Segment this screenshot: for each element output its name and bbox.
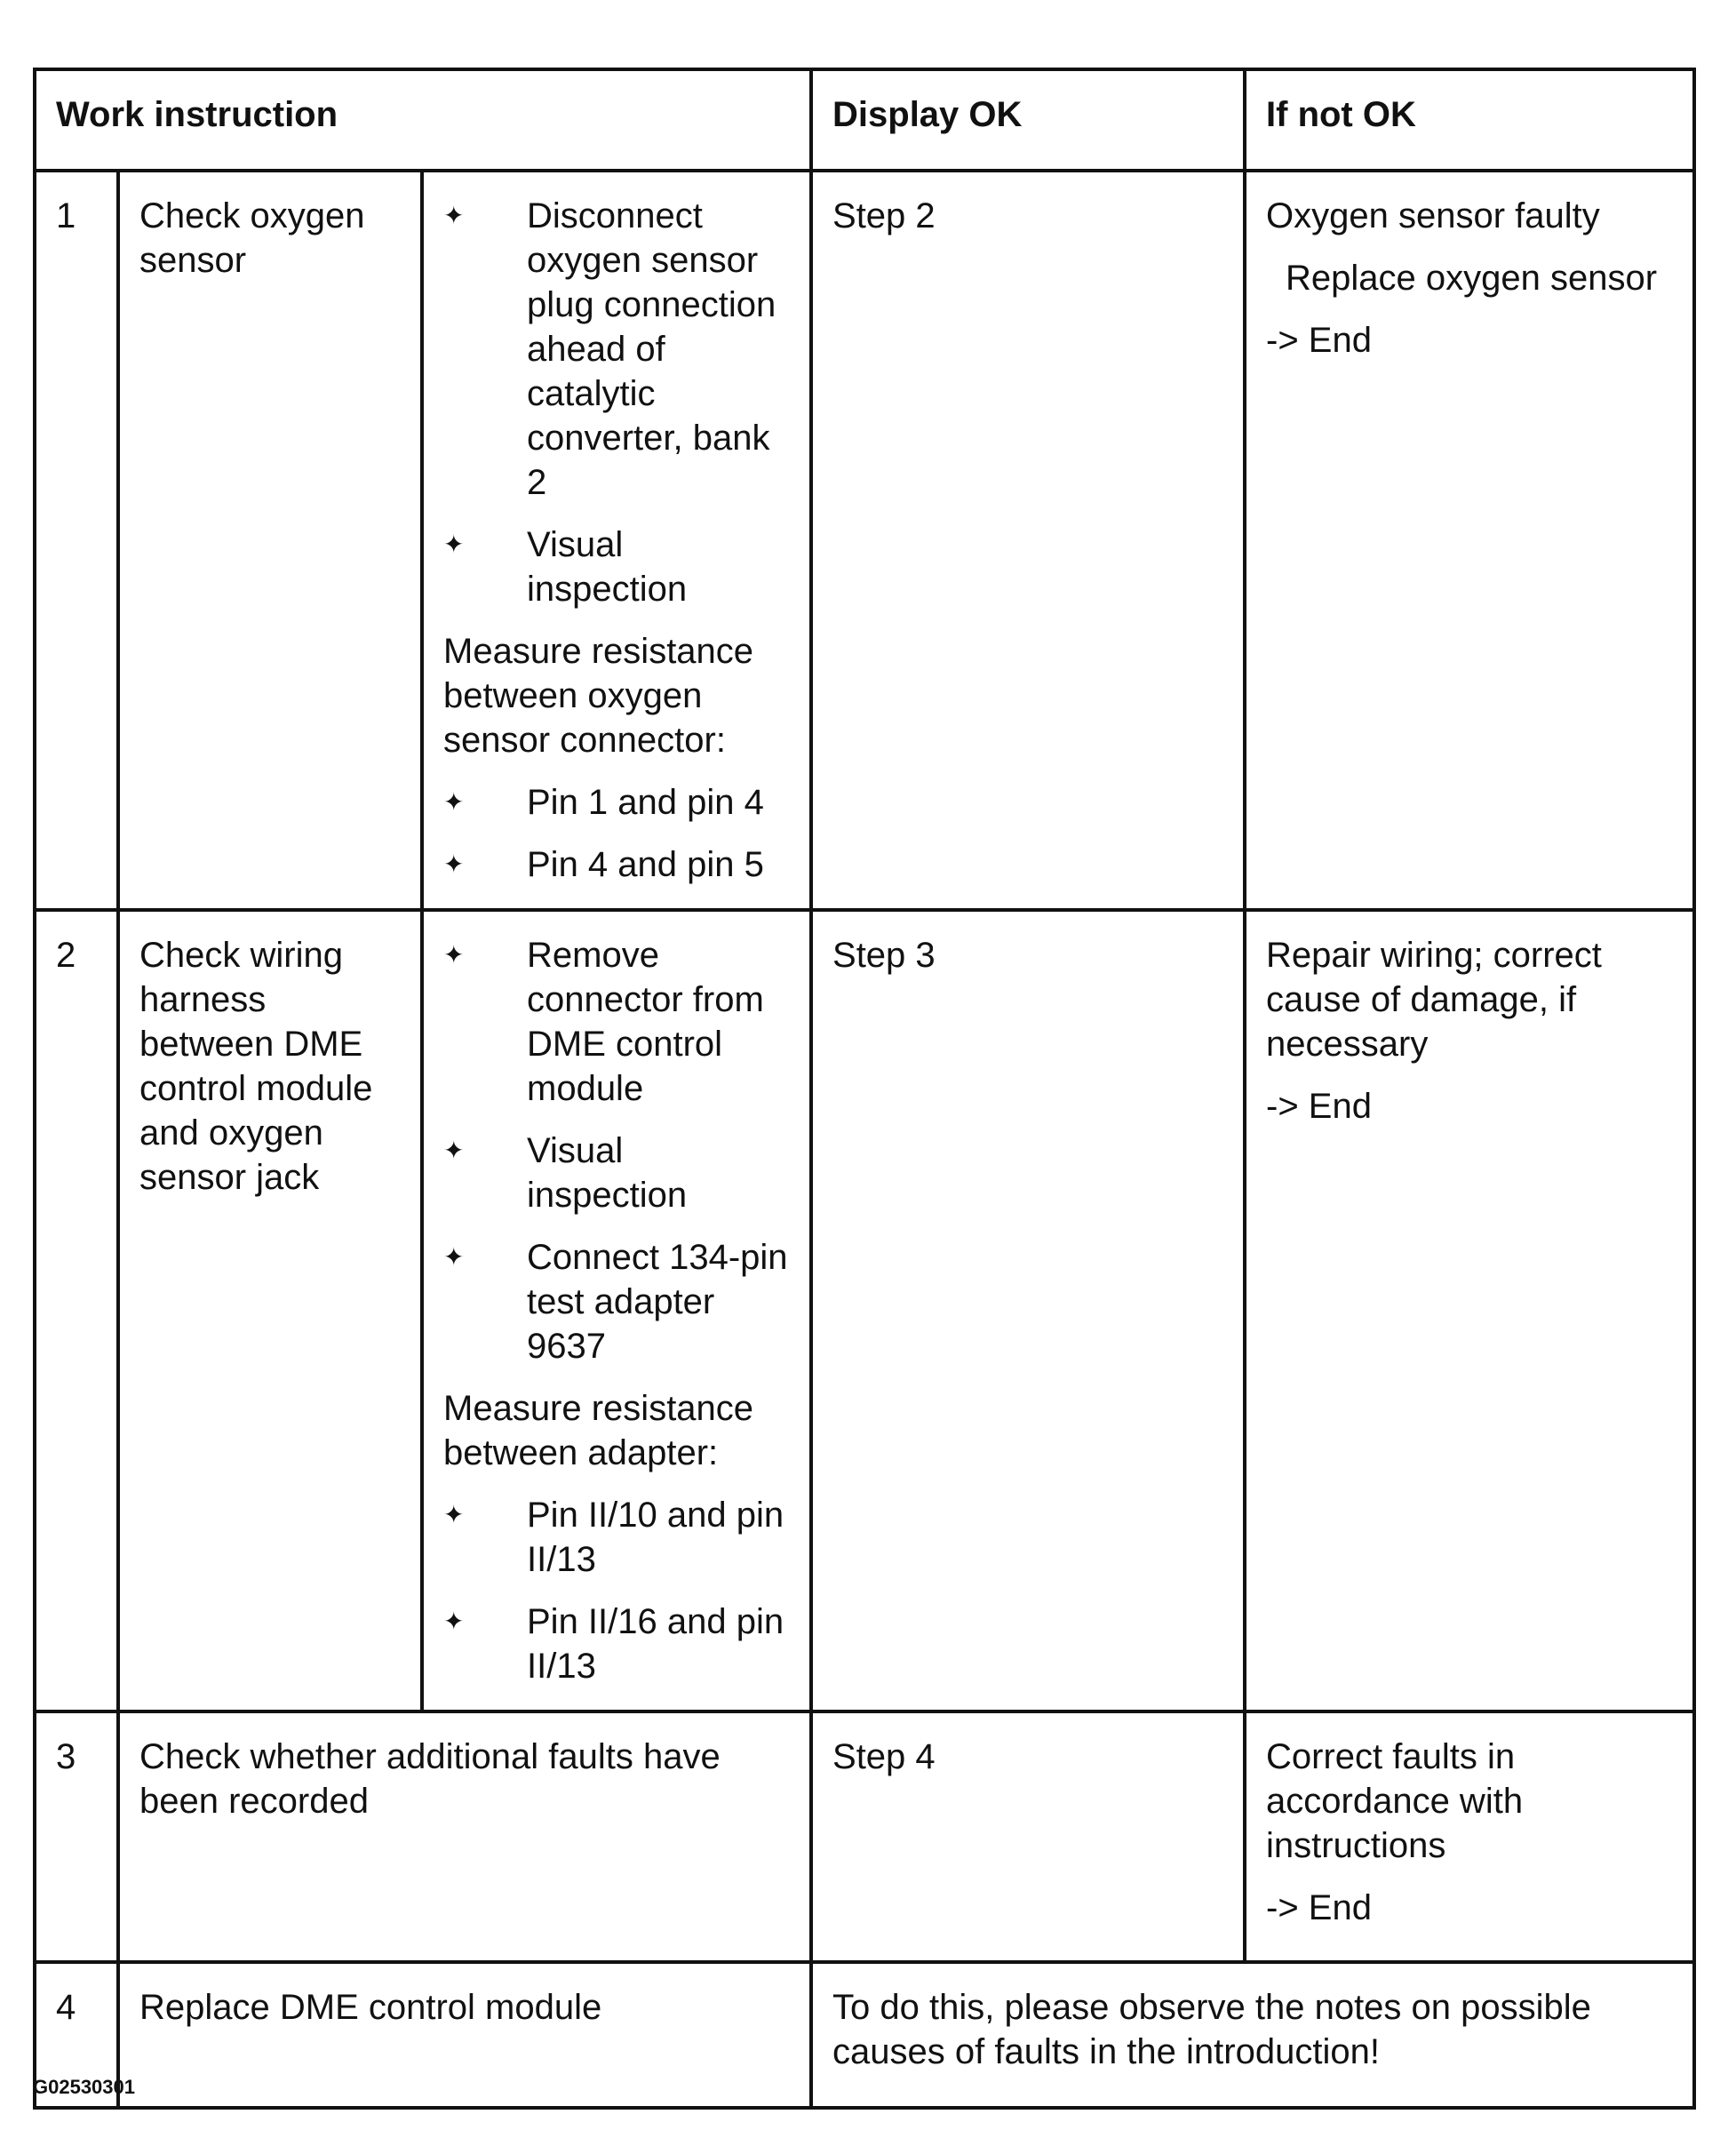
measure-instruction: Measure resistance between oxygen sensor connector: [443, 632, 754, 760]
table-row [35, 171, 1694, 910]
bullet-icon: ✦ [443, 1243, 465, 1271]
header-if-not-ok: If not OK [1245, 69, 1694, 171]
header-work-instruction: Work instruction [35, 69, 811, 171]
list-item: ✦ Connect 134-pin test adapter 9637 [443, 1235, 792, 1368]
list-item: ✦ Remove connector from DME control module [443, 933, 792, 1111]
step-title: Replace DME control module [118, 1962, 811, 2108]
display-ok-cell: Step 2 [811, 171, 1245, 910]
display-ok-cell: Step 4 [811, 1711, 1245, 1962]
step-procedure [422, 910, 811, 1711]
table-row [35, 910, 1694, 1711]
bullet-icon: ✦ [443, 788, 465, 816]
if-not-ok-cell: Repair wiring; correct cause of damage, if necessary -> End [1245, 910, 1694, 1711]
bullet-icon: ✦ [443, 850, 465, 878]
step-number: 1 [35, 171, 118, 910]
step-number: 3 [35, 1711, 118, 1962]
list-item: ✦ Pin II/10 and pin II/13 [443, 1493, 792, 1582]
display-ok-cell: Step 3 [811, 910, 1245, 1711]
list-item: ✦ Disconnect oxygen sensor plug connection ahead of catalytic converter, bank 2 [443, 194, 792, 505]
step-title: Check whether additional faults have been recorded [118, 1711, 811, 1962]
bullet-icon: ✦ [443, 941, 465, 969]
figure-code: G02530301 [33, 2076, 135, 2098]
header-display-ok: Display OK [811, 69, 1245, 171]
step-procedure [422, 171, 811, 910]
step-title: Check oxygen sensor [118, 171, 422, 910]
note-cell: To do this, please observe the notes on possible causes of faults in the introduction! [811, 1962, 1694, 2108]
table-row [35, 1962, 1694, 2108]
if-not-ok-cell: Correct faults in accordance with instructions -> End [1245, 1711, 1694, 1962]
bullet-icon: ✦ [443, 202, 465, 229]
list-item: ✦ Pin II/16 and pin II/13 [443, 1600, 792, 1688]
list-item: ✦ Visual inspection [443, 523, 792, 611]
bullet-icon: ✦ [443, 1501, 465, 1528]
step-number: 4 [35, 1962, 118, 2108]
header-row [35, 69, 1694, 171]
list-item: ✦ Pin 4 and pin 5 [443, 842, 792, 887]
list-item: ✦ Pin 1 and pin 4 [443, 780, 792, 825]
step-number: 2 [35, 910, 118, 1711]
if-not-ok-cell: Oxygen sensor faulty Replace oxygen sensor -> End [1245, 171, 1694, 910]
measure-instruction: Measure resistance between adapter: [443, 1389, 754, 1472]
bullet-icon: ✦ [443, 1137, 465, 1164]
table-row [35, 1711, 1694, 1962]
work-instruction-table [33, 68, 1696, 2110]
list-item: ✦ Visual inspection [443, 1129, 792, 1217]
bullet-icon: ✦ [443, 531, 465, 558]
step-title: Check wiring harness between DME control module and oxygen sensor jack [118, 910, 422, 1711]
bullet-icon: ✦ [443, 1608, 465, 1635]
